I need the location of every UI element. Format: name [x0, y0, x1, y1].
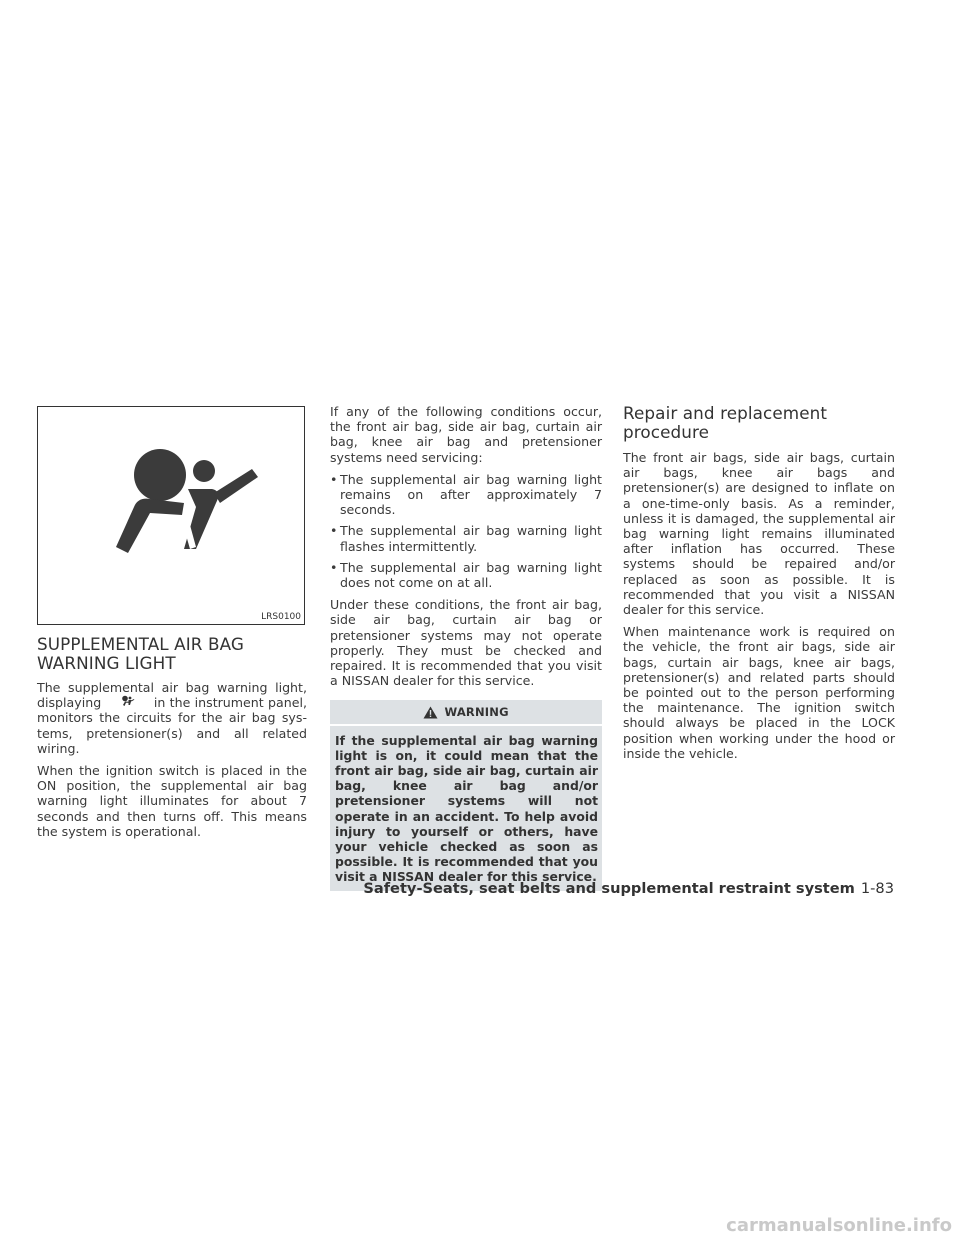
paragraph: When the ignition switch is placed in the ON position, the supplemental air bag warning light illuminates for about 7 seconds and then turns off. This means the system is operational. [37, 763, 307, 839]
list-item: • The supplemental air bag warning light does not come on at all. [330, 559, 602, 591]
paragraph: The front air bags, side air bags, curtain air bags, knee air bags and pretensioner(s) are designed to inflate on a one-time-only basis. As a reminder, unless it is damaged, the supplemental air bag warning light remains illuminated after inflation has occurred. These systems should be repaired and/or replaced as soon as possible. It is recommended that you visit a NISSAN dealer for this service. [623, 450, 895, 618]
warning-title: WARNING [444, 705, 509, 720]
paragraph [37, 680, 307, 756]
list-item-text: The supplemental air bag warning light does not come on at all. [340, 559, 602, 591]
column-middle [330, 404, 602, 891]
section-heading-warning-light: SUPPLEMENTAL AIR BAG WARNING LIGHT [37, 634, 244, 673]
warning-header [330, 700, 602, 725]
figure-code: LRS0100 [261, 612, 301, 622]
chapter-title: Safety-Seats, seat belts and supplemental restraint system [363, 880, 855, 897]
section-heading-repair: Repair and replacement procedure [623, 403, 828, 442]
paragraph: If any of the following conditions occur, the front air bag, side air bag, curtain air bag, knee air bag and pretensioner systems need servicing: [330, 404, 602, 465]
warning-box [330, 700, 602, 890]
paragraph: Under these conditions, the front air bag, side air bag, curtain air bag or pretensioner systems may not operate properly. They must be checked and repaired. It is recommended that you visit a NISSAN dealer for this service. [330, 597, 602, 689]
list-item-text: The supplemental air bag warning light flashes intermittently. [340, 523, 602, 554]
paragraph-text: The supplemental air bag warning light, displaying [37, 680, 307, 711]
column-right [623, 404, 895, 768]
warning-triangle-icon [423, 706, 438, 719]
warning-text: If the supplemental air bag warning light is on, it could mean that the front air bag, side air bag, curtain air bag, knee air bag and/or pretensioner systems will not operate in an accident. To help avoid injury to yourself or others, have your vehicle checked as soon as possible. It is recommended that you visit a NISSAN dealer for this service. [335, 732, 598, 885]
paragraph: When maintenance work is required on the vehicle, the front air bags, side air bags, curtain air bags, knee air bags, pretensioner(s) and related parts should be pointed out to the person performing the maintenance. The ignition switch should always be placed in the LOCK position when working under the hood or inside the vehicle. [623, 624, 895, 761]
list-item: • The supplemental air bag warning light remains on after approximately 7 seconds. [330, 471, 602, 518]
airbag-figure [37, 406, 305, 625]
column-left [37, 406, 307, 846]
page-footer [363, 880, 894, 897]
list-item: • The supplemental air bag warning light flashes intermittently. [330, 523, 602, 554]
watermark: carmanualsonline.info [726, 1215, 952, 1236]
page-number: 1-83 [860, 880, 894, 897]
list-item-text: The supplemental air bag warning light remains on after approximately 7 seconds. [340, 471, 602, 518]
airbag-warning-icon [106, 695, 150, 709]
paragraph-text: in the instrument panel, monitors the circuits for the air bag systems, pretensioner(s) and all related wiring. [37, 695, 307, 756]
conditions-list [330, 472, 602, 590]
airbag-warning-icon [38, 407, 306, 626]
